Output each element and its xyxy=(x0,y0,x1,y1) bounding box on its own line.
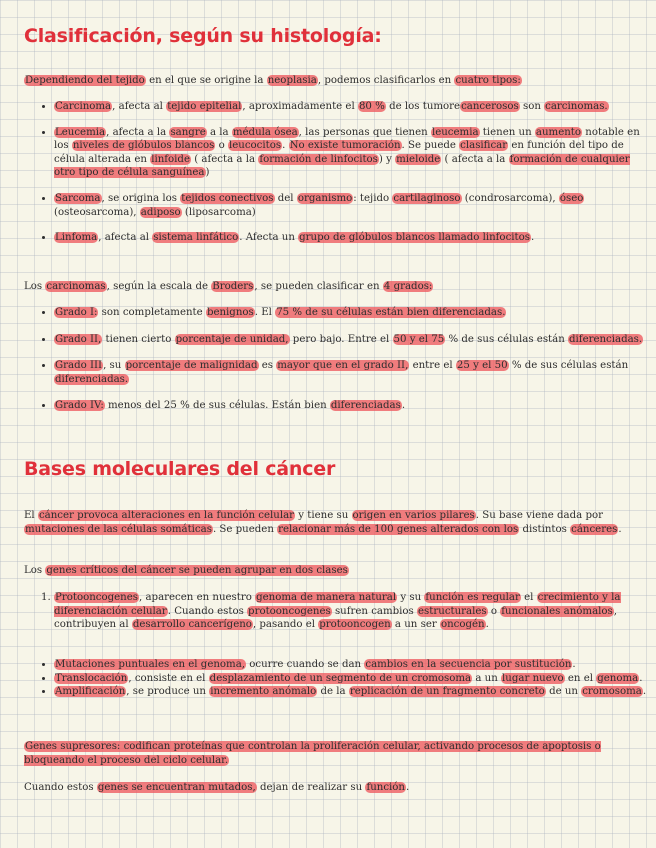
text-segment: , se produce un xyxy=(126,686,210,698)
text-segment: % de sus células están xyxy=(508,360,629,372)
highlighted-text: tejidos conectivos xyxy=(181,192,274,204)
text-segment: o xyxy=(215,140,228,152)
highlighted-text: mutaciones de las células somáticas xyxy=(25,523,212,535)
highlighted-text: Amplificación xyxy=(55,686,126,698)
text-segment: , aproximadamente el xyxy=(242,101,358,112)
text-segment: a un ser xyxy=(391,619,440,631)
highlighted-text: grupo de glóbulos blancos llamado linfocitos xyxy=(299,232,530,244)
highlighted-text: porcentaje de unidad, xyxy=(175,333,289,345)
highlighted-text: Genes supresores: codifican proteínas que controlan la proliferación celular, activando procesos de apoptosis o bloqueando el proceso del ciclo celular. xyxy=(24,741,601,766)
closing-paragraph xyxy=(24,781,624,795)
text-segment: sufren cambios xyxy=(331,605,418,617)
text-segment: y tiene su xyxy=(295,510,352,521)
text-segment: entre el xyxy=(409,360,456,372)
highlighted-text: genoma de manera natural xyxy=(256,592,397,603)
highlighted-text: No existe tumoración xyxy=(289,140,401,152)
molecular-intro xyxy=(24,509,624,536)
text-segment: , afecta al xyxy=(112,101,167,112)
text-segment: % de sus células están xyxy=(445,333,569,345)
highlighted-text: cancerosos xyxy=(461,101,519,112)
highlighted-text: sistema linfático xyxy=(153,232,239,244)
highlighted-text: lugar nuevo xyxy=(502,672,564,684)
text-segment: es xyxy=(258,360,277,372)
list-item-grade-4 xyxy=(54,399,654,413)
highlighted-text: Sarcoma xyxy=(55,192,101,204)
genes-intro xyxy=(24,564,624,578)
highlighted-text: cáncer provoca alteraciones en la función celular xyxy=(38,510,295,521)
section-title-molecular: Bases moleculares del cáncer xyxy=(24,458,336,480)
highlighted-text: sangre xyxy=(170,126,206,138)
text-segment: menos del 25 % de sus células. Están bien xyxy=(104,400,330,412)
highlighted-text: carcinomas. xyxy=(545,101,608,112)
highlighted-text: carcinomas xyxy=(46,281,106,292)
text-segment: El xyxy=(24,510,38,521)
highlighted-text: leucocitos xyxy=(228,140,282,152)
text-segment: ocurre cuando se dan xyxy=(246,659,365,670)
highlighted-text: protooncogenes xyxy=(248,605,331,617)
list-item-grade-2 xyxy=(54,333,654,347)
highlighted-text: Leucemia xyxy=(55,126,106,138)
highlighted-text: incremento anómalo xyxy=(210,686,317,698)
text-segment: a la xyxy=(206,126,232,138)
highlighted-text: estructurales xyxy=(418,605,487,617)
highlighted-text: porcentaje de malignidad xyxy=(125,360,258,372)
highlighted-text: crecimiento y la diferenciación celular xyxy=(54,592,621,617)
list-item-leucemia xyxy=(54,126,654,180)
text-segment: son xyxy=(519,101,545,112)
highlighted-text: formación de cualquier otro tipo de célula sanguínea xyxy=(54,153,630,179)
highlighted-text: cánceres xyxy=(571,523,618,535)
highlighted-text: protooncogen xyxy=(319,619,391,631)
text-segment: , se origina los xyxy=(101,192,181,204)
text-segment: . xyxy=(639,672,643,684)
highlighted-text: cambios en la secuencia por sustitución xyxy=(365,659,572,670)
highlighted-text: oncogén xyxy=(440,619,485,631)
highlighted-text: 25 y el 50 xyxy=(456,360,508,372)
highlighted-text: Translocación xyxy=(55,672,128,684)
highlighted-text: cartilaginoso xyxy=(393,192,461,204)
text-segment: , según la escala de xyxy=(106,281,212,292)
text-segment: Cuando estos xyxy=(24,782,97,793)
highlighted-text: funcionales anómalos xyxy=(501,605,613,617)
text-segment: , consiste en el xyxy=(128,672,209,684)
highlighted-text: niveles de glóbulos blancos xyxy=(72,140,215,152)
text-segment: o xyxy=(487,605,501,617)
highlighted-text: 80 % xyxy=(358,101,385,112)
text-segment: . xyxy=(618,523,622,535)
highlighted-text: neoplasia xyxy=(267,75,317,86)
highlighted-text: médula ósea xyxy=(232,126,298,138)
highlighted-text: desplazamiento de un segmento de un cromosoma xyxy=(209,672,472,684)
highlighted-text: Linfoma xyxy=(55,232,98,244)
broders-intro xyxy=(24,280,624,294)
highlighted-text: clasificar xyxy=(460,140,508,152)
highlighted-text: óseo xyxy=(559,192,584,204)
highlighted-text: Grado I: xyxy=(55,307,98,318)
text-segment: de los tumore xyxy=(385,101,461,112)
highlighted-text: diferenciadas. xyxy=(569,333,643,345)
highlighted-text: organismo xyxy=(297,192,353,204)
text-segment: , afecta a la xyxy=(106,126,170,138)
highlighted-text: Broders xyxy=(212,281,254,292)
text-segment: . xyxy=(485,619,489,631)
highlighted-text: benignos xyxy=(206,307,254,318)
highlighted-text: Grado III xyxy=(55,360,103,372)
text-segment: (liposarcoma) xyxy=(181,206,256,218)
text-segment: (osteosarcoma), xyxy=(54,206,140,218)
highlighted-text: adiposo xyxy=(140,206,181,218)
text-segment: . Se puede xyxy=(401,140,460,152)
text-segment: . Afecta un xyxy=(239,232,299,244)
text-segment: tienen cierto xyxy=(102,333,175,345)
intro-paragraph xyxy=(24,74,624,88)
highlighted-text: Carcinoma xyxy=(55,101,112,112)
text-segment: y su xyxy=(397,592,425,603)
text-segment: . xyxy=(642,686,647,698)
highlighted-text: desarrollo cancerígeno xyxy=(132,619,252,631)
text-segment: , contribuyen al xyxy=(54,605,618,631)
highlighted-text: formación de linfocitos xyxy=(259,153,378,165)
suppressor-genes xyxy=(24,740,624,767)
highlighted-text: origen en varios pilares xyxy=(352,510,475,521)
highlighted-text: tejido epitelial xyxy=(167,101,242,112)
text-segment: : tejido xyxy=(353,192,393,204)
highlighted-text: 4 grados: xyxy=(383,281,433,292)
highlighted-text: replicación de un fragmento concreto xyxy=(349,686,545,698)
highlighted-text: 75 % de su células están bien diferenciadas. xyxy=(276,307,506,318)
text-segment: . xyxy=(282,140,289,152)
text-segment: , podemos clasificarlos en xyxy=(317,75,455,86)
list-item-grade-1 xyxy=(54,306,654,320)
text-segment: distintos xyxy=(519,523,571,535)
section-title-histology: Clasificación, según su histología: xyxy=(24,25,382,47)
text-segment: , se pueden clasificar en xyxy=(254,281,383,292)
highlighted-text: aumento xyxy=(535,126,582,138)
text-segment: , afecta al xyxy=(98,232,153,244)
text-segment: dejan de realizar su xyxy=(256,782,366,793)
text-segment: (condrosarcoma), xyxy=(461,192,559,204)
text-segment: . El xyxy=(254,307,276,318)
text-segment: ) xyxy=(205,167,210,179)
text-segment: a un xyxy=(472,672,502,684)
text-segment: del xyxy=(274,192,297,204)
highlighted-text: genoma xyxy=(597,672,639,684)
highlighted-text: Grado IV: xyxy=(55,400,104,412)
text-segment: . xyxy=(572,659,576,670)
gene-classes-list xyxy=(24,591,654,632)
text-segment: . Su base viene dada por xyxy=(475,510,603,521)
highlighted-text: genes críticos del cáncer se pueden agrupar en dos clases xyxy=(46,565,348,576)
highlighted-text: diferenciadas. xyxy=(55,373,129,385)
text-segment: , su xyxy=(103,360,125,372)
mechanisms-list xyxy=(24,658,654,699)
text-segment: , pasando el xyxy=(252,619,319,631)
text-segment: ) y xyxy=(378,153,396,165)
text-segment: . Cuando estos xyxy=(167,605,248,617)
list-item-grade-3 xyxy=(54,359,654,386)
highlighted-text: diferenciadas xyxy=(330,400,401,412)
list-item-mutaciones xyxy=(54,658,654,672)
text-segment: en el xyxy=(564,672,597,684)
text-segment: el xyxy=(520,592,537,603)
list-item-amplificacion xyxy=(54,685,654,699)
highlighted-text: linfoide xyxy=(151,153,190,165)
list-item-protooncogenes xyxy=(54,591,654,632)
text-segment: ( afecta a la xyxy=(441,153,509,165)
list-item-translocacion xyxy=(54,672,654,686)
list-item-carcinoma xyxy=(54,100,654,114)
highlighted-text: cromosoma xyxy=(582,686,642,698)
highlighted-text: Dependiendo del tejido xyxy=(25,75,145,86)
text-segment: Los xyxy=(24,565,46,576)
text-segment: Los xyxy=(24,281,46,292)
highlighted-text: 50 y el 75 xyxy=(393,333,445,345)
highlighted-text: genes se encuentran mutados, xyxy=(97,782,256,793)
text-segment: en función del tipo de célula alterada en xyxy=(54,140,624,165)
text-segment: . xyxy=(530,232,535,244)
text-segment: pero bajo. Entre el xyxy=(289,333,393,345)
text-segment: , las personas que tienen xyxy=(298,126,431,138)
text-segment: de la xyxy=(317,686,349,698)
highlighted-text: relacionar más de 100 genes alterados con los xyxy=(278,523,519,535)
grades-list xyxy=(24,306,654,413)
text-segment: . Se pueden xyxy=(212,523,278,535)
list-item-linfoma xyxy=(54,231,654,245)
highlighted-text: función es regular xyxy=(425,592,520,603)
text-segment: . xyxy=(406,782,410,793)
highlighted-text: función xyxy=(366,782,405,793)
text-segment: son completamente xyxy=(98,307,206,318)
text-segment: ( afecta a la xyxy=(190,153,259,165)
text-segment: tienen un xyxy=(479,126,535,138)
list-item-sarcoma xyxy=(54,192,654,219)
highlighted-text: Protooncogenes xyxy=(55,592,138,603)
highlighted-text: Grado II, xyxy=(55,333,102,345)
text-segment: , aparecen en nuestro xyxy=(139,592,256,603)
tumor-types-list xyxy=(24,100,654,245)
text-segment: notable en los xyxy=(54,126,640,152)
highlighted-text: Mutaciones puntuales en el genoma, xyxy=(55,659,246,670)
text-segment: . xyxy=(401,400,406,412)
highlighted-text: mieloide xyxy=(396,153,441,165)
text-segment: en el que se origine la xyxy=(145,75,267,86)
highlighted-text: mayor que en el grado II, xyxy=(277,360,409,372)
highlighted-text: leucemia xyxy=(431,126,479,138)
highlighted-text: cuatro tipos: xyxy=(455,75,521,86)
text-segment: de un xyxy=(545,686,582,698)
